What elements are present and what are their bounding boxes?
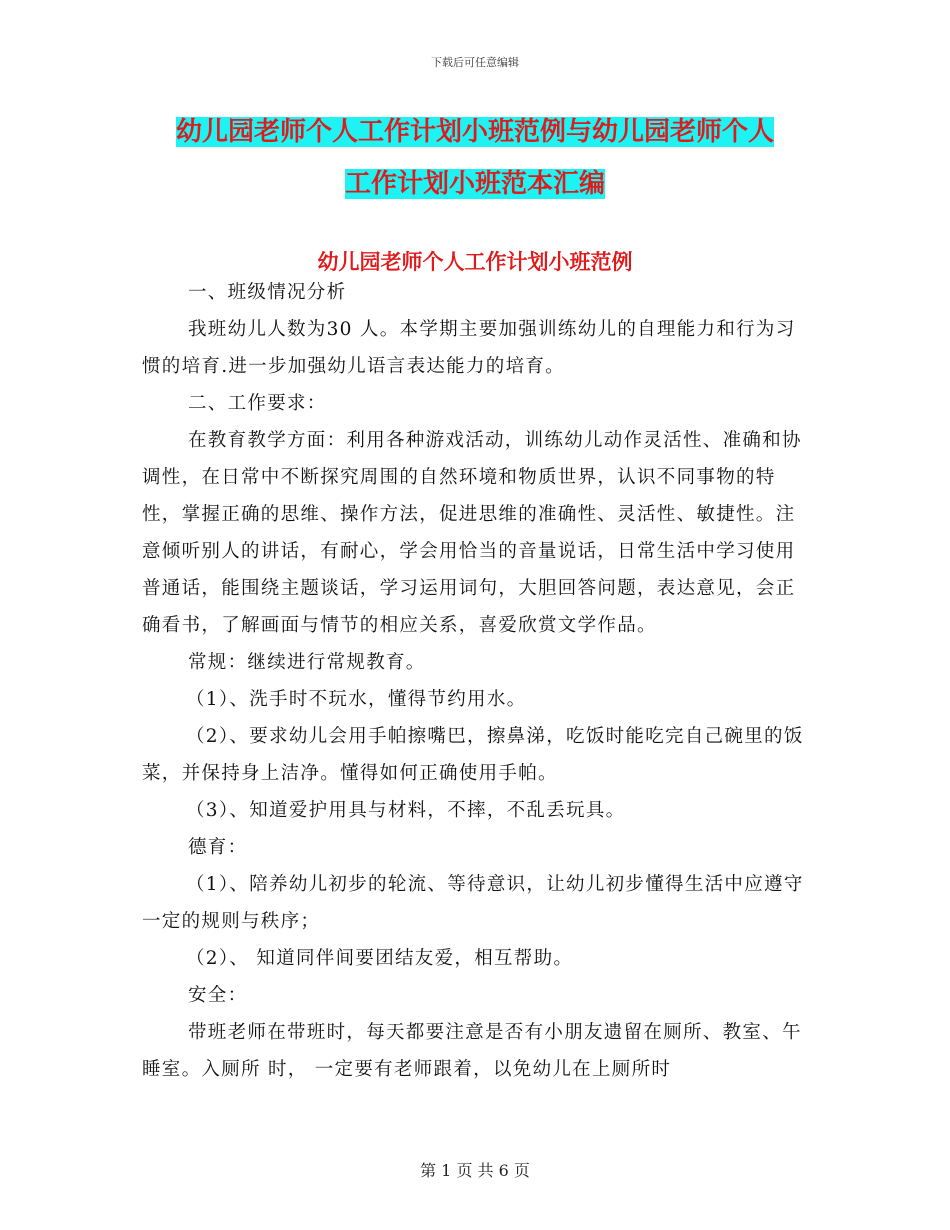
- list-item-routine-3: （3）、知道爱护用具与材料，不摔，不乱丢玩具。: [186, 800, 626, 821]
- page-footer: 第 1 页 共 6 页: [420, 1161, 530, 1180]
- paragraph-routine: 常规：继续进行常规教育。: [188, 652, 426, 673]
- paragraph-safety: 安全：: [188, 985, 248, 1006]
- paragraph-teaching: 在教育教学方面：利用各种游戏活动，训练幼儿动作灵活性、准确和协调性，在日常中不断探究周围的自然环境和物质世界，认识不同事物的特性，掌握正确的思维、操作方法，促进思维的准确性、灵活性、敏捷性。注意倾听别人的讲话，有耐心，学会用恰当的音量说话，日常生活中学习使用普通话，能围绕主题谈话，学习运用词句，大胆回答问题，表达意见，会正确看书，了解画面与情节的相应关系，喜爱欣赏文学作品。: [142, 430, 802, 636]
- heading-work-requirements: 二、工作要求：: [188, 393, 327, 414]
- list-item-routine-2: （2）、要求幼儿会用手帕擦嘴巴，擦鼻涕，吃饭时能吃完自己碗里的饭菜，并保持身上洁净。懂得如何正确使用手帕。: [142, 726, 804, 784]
- section-title: 幼儿园老师个人工作计划小班范例: [317, 250, 633, 274]
- document-title-line-2: 工作计划小班范本汇编: [344, 169, 605, 199]
- paragraph-class-size: 我班幼儿人数为30 人。本学期主要加强训练幼儿的自理能力和行为习惯的培育.进一步加强幼儿语言表达能力的培育。: [142, 319, 796, 377]
- header-note: 下载后可任意编辑: [431, 56, 519, 69]
- list-item-moral-2: （2）、 知道同伴间要团结友爱，相互帮助。: [186, 948, 574, 969]
- document-title: [150, 106, 800, 210]
- body-text: [142, 274, 812, 1088]
- paragraph-moral-education: 德育：: [188, 837, 248, 858]
- heading-class-analysis: 一、班级情况分析: [188, 282, 347, 303]
- list-item-routine-1: （1）、洗手时不玩水，懂得节约用水。: [186, 689, 527, 710]
- paragraph-safety-detail: 带班老师在带班时，每天都要注意是否有小朋友遗留在厕所、教室、午睡室。入厕所 时， 一定要有老师跟着，以免幼儿在上厕所时: [142, 1022, 802, 1080]
- document-title-line-1: 幼儿园老师个人工作计划小班范例与幼儿园老师个人: [175, 117, 774, 147]
- list-item-moral-1: （1）、陪养幼儿初步的轮流、等待意识，让幼儿初步懂得生活中应遵守一定的规则与秩序；: [142, 874, 804, 932]
